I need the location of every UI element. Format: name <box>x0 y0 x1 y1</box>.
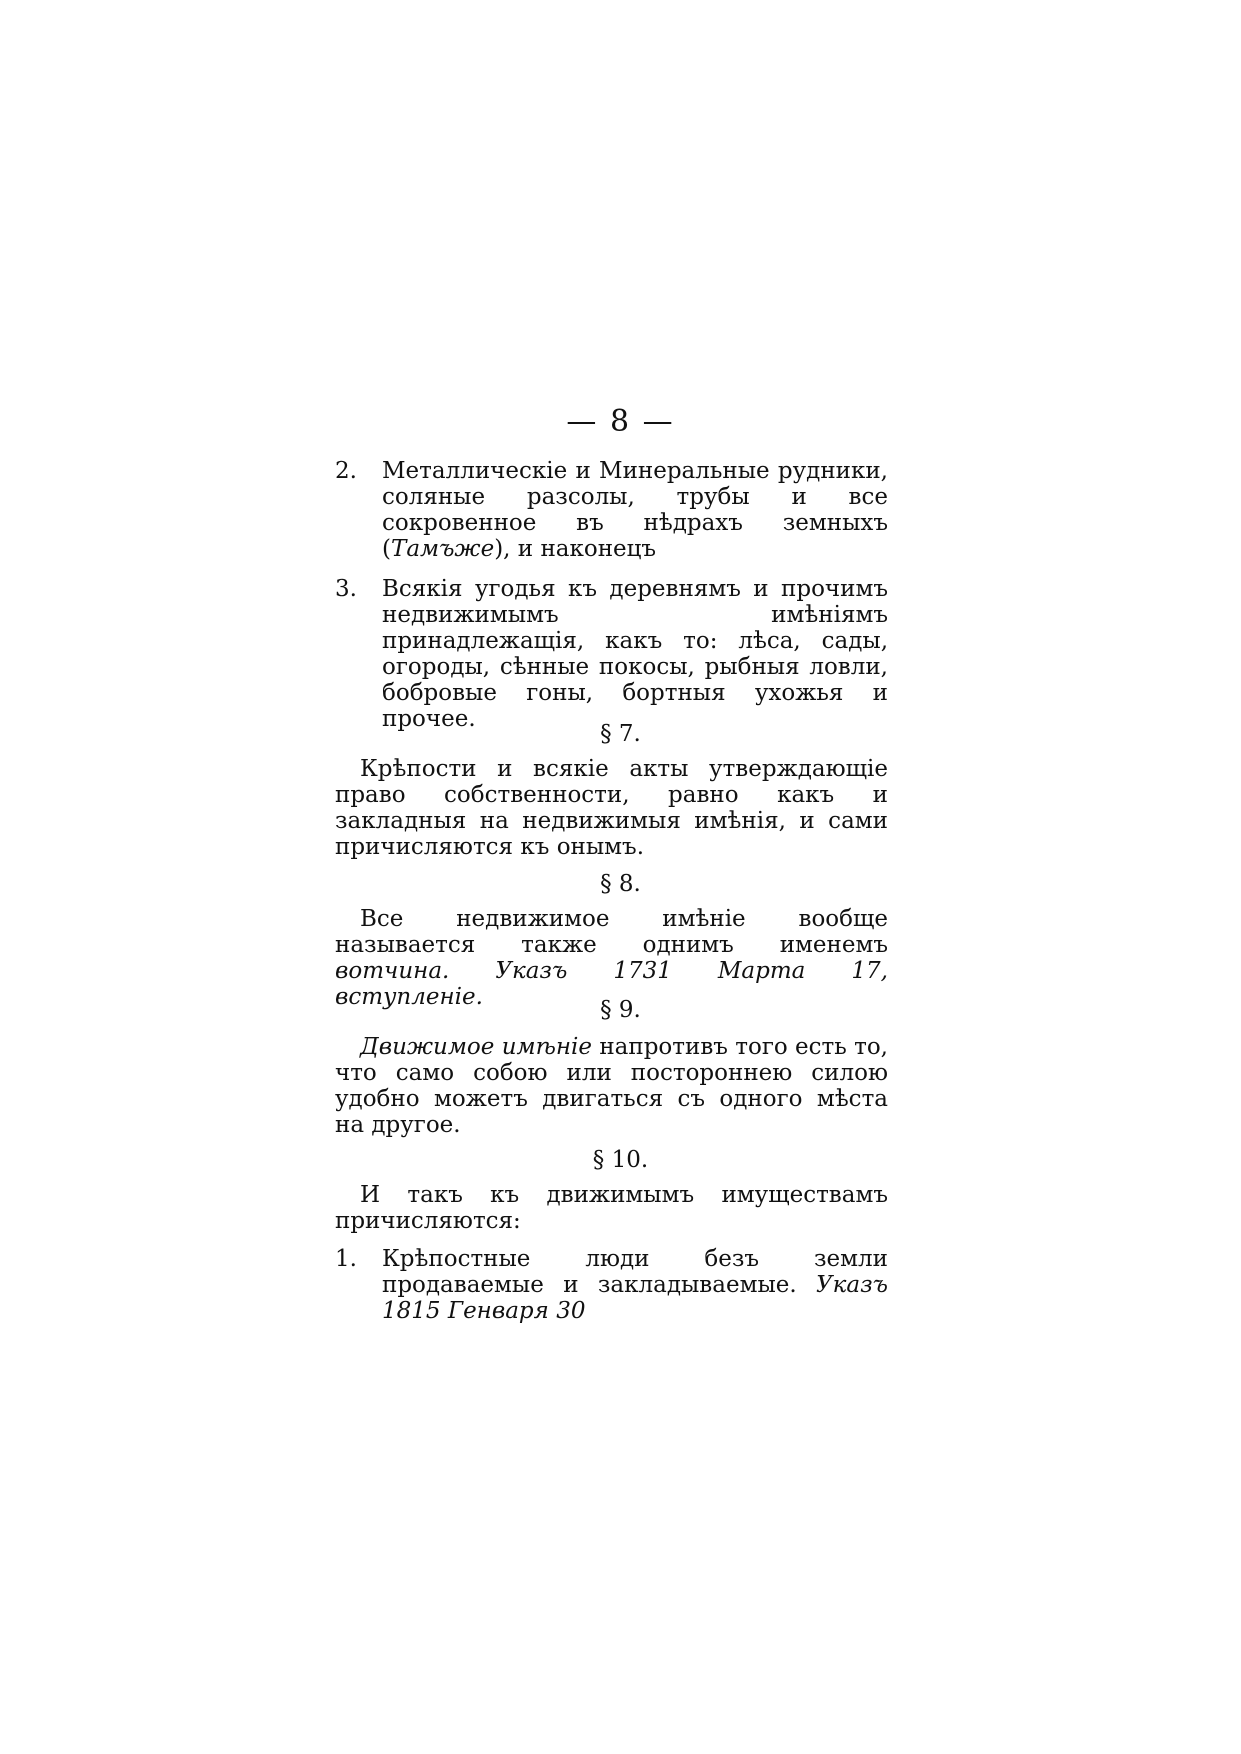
section-mark-9: § 9. <box>600 997 641 1023</box>
section-mark-7: § 7. <box>600 721 641 747</box>
list-item-1 <box>335 1246 888 1324</box>
section-mark-8: § 8. <box>600 871 641 897</box>
section-mark-10: § 10. <box>592 1147 649 1173</box>
page-number: — 8 — <box>566 404 675 439</box>
item-number: 2. <box>335 458 357 484</box>
section-8-paragraph: Все недвижимое имѣніе вообще называется также однимъ именемъ вотчина. Указъ 1731 Марта 17, вступленіе. <box>335 906 888 1010</box>
list-item-2 <box>335 458 888 562</box>
section-10-paragraph: И такъ къ движимымъ имуществамъ причисляются: <box>335 1182 888 1234</box>
item-text: Крѣпостные люди безъ земли продаваемые и закладываемые. Указъ 1815 Генваря 30 <box>382 1246 888 1324</box>
item-number: 3. <box>335 576 357 602</box>
list-item-3 <box>335 576 888 732</box>
section-7-paragraph: Крѣпости и всякіе акты утверждающіе право собственности, равно какъ и закладныя на недвижимыя имѣнія, и сами причисляются къ онымъ. <box>335 756 888 860</box>
item-text: Всякія угодья къ деревнямъ и прочимъ недвижимымъ имѣніямъ принадлежащія, какъ то: лѣса, сады, огороды, сѣнные покосы, рыбныя ловли, бобровые гоны, бортныя ухожья и прочее. <box>382 576 888 732</box>
item-text: Металлическіе и Минеральные рудники, соляные разсолы, трубы и все сокровенное въ нѣдрахъ земныхъ (Тамъже), и наконецъ <box>382 458 888 562</box>
section-9-paragraph: Движимое имѣніе напротивъ того есть то, что само собою или постороннею силою удобно можетъ двигаться съ одного мѣста на другое. <box>335 1034 888 1138</box>
item-number: 1. <box>335 1246 357 1272</box>
